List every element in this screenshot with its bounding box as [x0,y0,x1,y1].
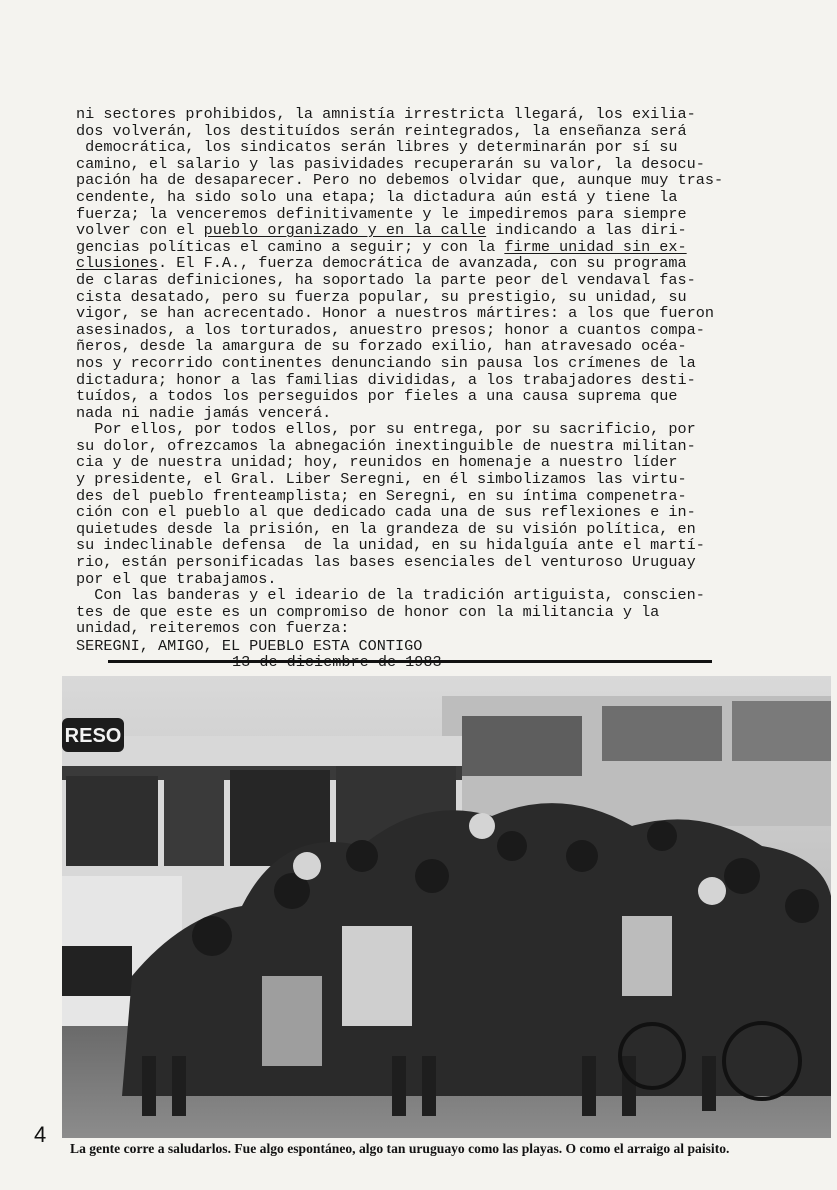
text-line: fuerza; la venceremos definitivamente y le impediremos para siempre [76,204,687,223]
text-line: volver con el pueblo organizado y en la calle indicando a las diri- [76,221,687,240]
text-line: cia y de nuestra unidad; hoy, reunidos en homenaje a nuestro líder [76,453,678,472]
text-line: dictadura; honor a las familias divididas, a los trabajadores desti- [76,370,696,389]
text-line: vigor, se han acrecentado. Honor a nuestros mártires: a los que fueron [76,304,714,323]
text-line: ni sectores prohibidos, la amnistía irrestricta llegará, los exilia- [76,105,696,123]
text-line: ñeros, desde la amargura de su forzado exilio, han atravesado océa- [76,337,687,356]
text-line: cendente, ha sido solo una etapa; la dictadura aún está y tiene la [76,187,678,206]
text-line: pación ha de desaparecer. Pero no debemos olvidar que, aunque muy tras- [76,171,724,190]
text-line: quietudes desde la prisión, en la grandeza de su visión política, en [76,519,696,538]
text-line: clusiones. El F.A., fuerza democrática de avanzada, con su programa [76,254,687,273]
text-line: rio, están personificadas las bases esenciales del venturoso Uruguay [76,553,696,572]
text-line: Con las banderas y el ideario de la tradición artiguista, conscien- [76,586,705,605]
text-line: de claras definiciones, ha soportado la parte peor del vendaval fas- [76,270,696,289]
slogan: SEREGNI, AMIGO, EL PUEBLO ESTA CONTIGO [76,637,423,655]
text-line: Por ellos, por todos ellos, por su entrega, por su sacrificio, por [76,420,696,439]
text-line: y presidente, el Gral. Liber Seregni, en él simbolizamos las virtu- [76,470,687,489]
page-number: 4 [34,1122,47,1147]
bus-destination-sign: RESO [64,725,122,747]
text-line: por el que trabajamos. [76,569,277,588]
news-photo [62,676,831,1138]
photo-caption: La gente corre a saludarlos. Fue algo espontáneo, algo tan uruguayo como las playas. O como el arraigo al paisito. [70,1141,730,1156]
text-line: democrática, los sindicatos serán libres y determinarán por sí su [76,138,678,157]
text-line: ción con el pueblo al que dedicado cada una de sus reflexiones e in- [76,503,696,522]
text-line: camino, el salario y las pasividades recuperarán su valor, la desocu- [76,154,705,173]
text-line: tuídos, a todos los perseguidos por fieles a una causa suprema que [76,387,678,406]
crowd-photo-illustration [62,676,831,1138]
text-line: des del pueblo frenteamplista; en Seregni, en su íntima compenetra- [76,486,687,505]
text-line: nada ni nadie jamás vencerá. [76,403,332,422]
divider-rule [108,660,712,663]
text-line: cista desatado, pero su fuerza popular, su prestigio, su unidad, su [76,287,687,306]
text-line: asesinados, a los torturados, anuestro presos; honor a cuantos compa- [76,320,705,339]
text-line: tes de que este es un compromiso de honor con la militancia y la [76,602,660,621]
text-line: nos y recorrido continentes denunciando sin pausa los crímenes de la [76,353,696,372]
text-line: dos volverán, los destituídos serán reintegrados, la enseñanza será [76,121,687,140]
text-line: su indeclinable defensa de la unidad, en su hidalguía ante el martí- [76,536,705,555]
text-line: gencias políticas el camino a seguir; y con la firme unidad sin ex- [76,237,687,256]
text-line: unidad, reiteremos con fuerza: [76,619,350,638]
body-text [76,106,766,637]
text-line: su dolor, ofrezcamos la abnegación inextinguible de nuestra militan- [76,436,696,455]
